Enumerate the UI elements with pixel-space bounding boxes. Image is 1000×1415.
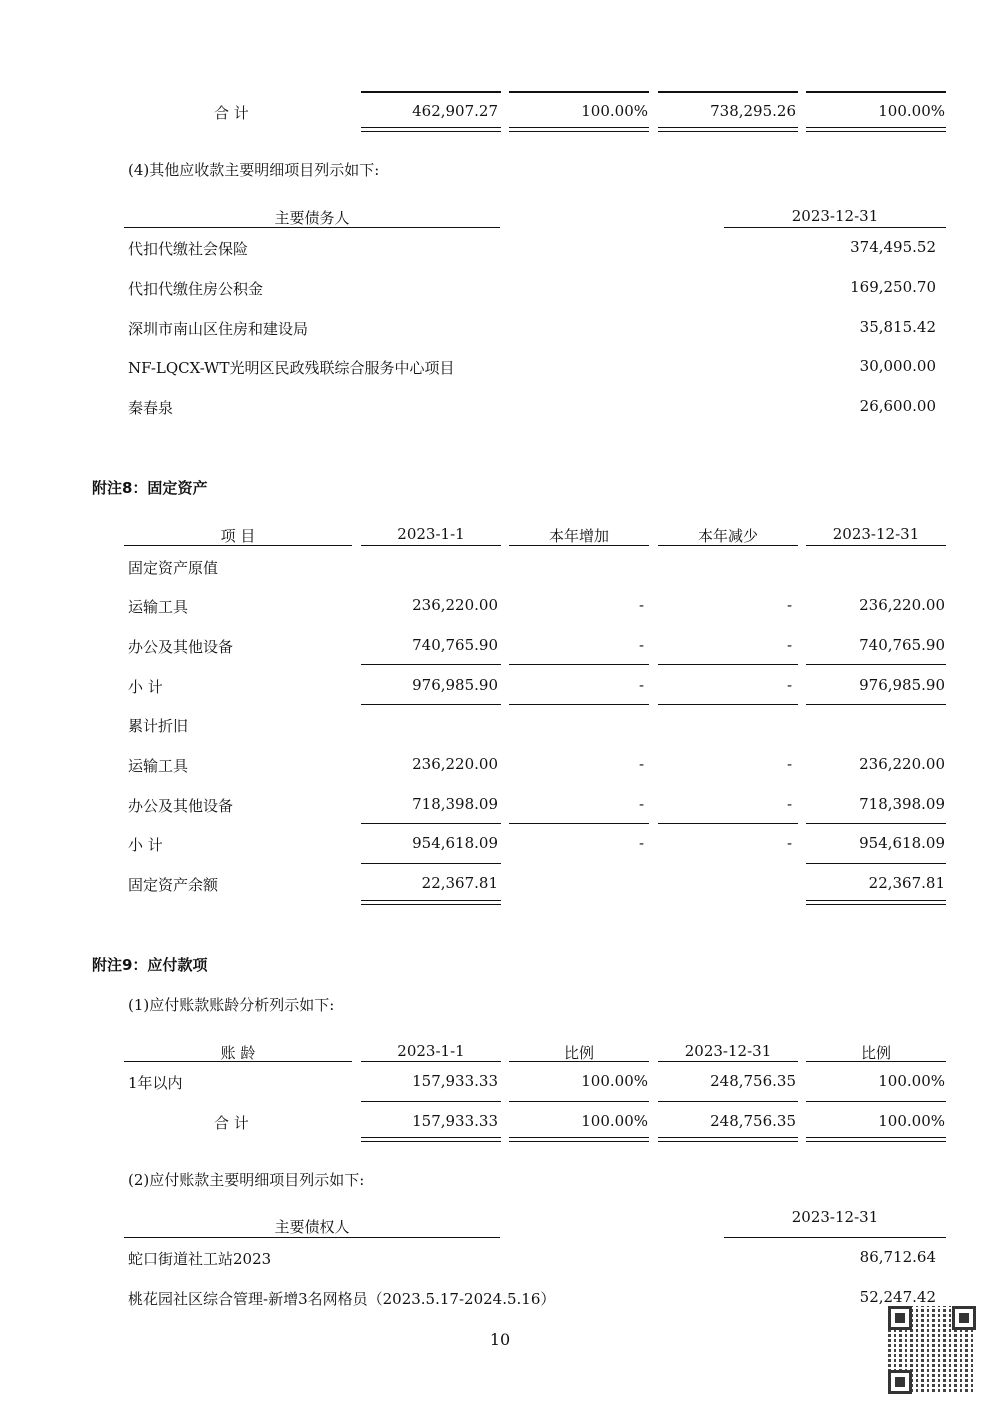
column-header: 2023-12-31 [832,525,920,543]
subtotal-rule [509,1101,649,1102]
header-rule [724,227,946,228]
table-cell: - [787,755,793,773]
list-value: 30,000.00 [859,357,936,375]
total-label: 合 计 [214,1114,249,1132]
column-header: 账 龄 [220,1044,256,1062]
list-value: 52,247.42 [859,1288,936,1306]
subtotal-rule [658,664,798,665]
total-value: 462,907.27 [412,102,498,120]
list-value: 169,250.70 [850,278,936,296]
header-rule [361,1061,501,1062]
list-item: 桃花园社区综合管理-新增3名网格员（2023.5.17-2024.5.16） [128,1290,556,1308]
header-rule [509,545,649,546]
table-cell: 236,220.00 [412,755,498,773]
top-rule [509,91,649,93]
total-value: 248,756.35 [710,1112,796,1130]
table-row-label: 办公及其他设备 [128,638,234,656]
subtotal-rule [509,664,649,665]
list-item: 深圳市南山区住房和建设局 [128,320,309,338]
double-rule [509,1137,649,1142]
list-item: 代扣代缴住房公积金 [128,280,264,298]
subtotal-rule [806,863,946,864]
table-cell: 22,367.81 [868,874,945,892]
header-rule [724,1237,946,1238]
section-title: 附注9：应付款项 [92,956,208,974]
total-value: 738,295.26 [710,102,796,120]
subtotal-rule [806,664,946,665]
subtotal-rule [806,823,946,824]
table-cell: 954,618.09 [859,834,945,852]
table-cell: - [787,676,793,694]
double-rule [806,127,946,132]
table-cell: 976,985.90 [859,676,945,694]
column-header: 2023-12-31 [791,207,879,225]
subtotal-rule [658,1101,798,1102]
table-cell: - [787,596,793,614]
double-rule [361,1137,501,1142]
subtotal-rule [806,704,946,705]
column-header: 主要债务人 [274,209,350,227]
column-header: 项 目 [220,527,256,545]
list-item: 代扣代缴社会保险 [128,240,249,258]
list-item: 蛇口街道社工站2023 [128,1250,272,1268]
table-cell: - [787,834,793,852]
table-row-label: 1年以内 [128,1074,183,1092]
list-item: NF-LQCX-WT光明区民政残联综合服务中心项目 [128,359,455,377]
table-cell: - [639,636,645,654]
table-cell: - [639,755,645,773]
header-rule [124,1237,500,1238]
table-cell: 954,618.09 [412,834,498,852]
table-row-label: 办公及其他设备 [128,797,234,815]
total-value: 157,933.33 [412,1112,498,1130]
list-item: 秦春泉 [128,399,174,417]
header-rule [806,545,946,546]
table-cell: 22,367.81 [421,874,498,892]
table-cell: 248,756.35 [710,1072,796,1090]
table-cell: 100.00% [878,1072,945,1090]
table-row-label: 累计折旧 [128,717,189,735]
header-rule [658,545,798,546]
column-header: 2023-12-31 [684,1042,772,1060]
top-rule [806,91,946,93]
header-rule [658,1061,798,1062]
table-cell: 976,985.90 [412,676,498,694]
table-cell: - [639,676,645,694]
section-heading: (1)应付账款账龄分析列示如下: [128,996,335,1014]
subtotal-rule [361,664,501,665]
double-rule [806,900,946,905]
table-row-label: 小 计 [128,836,163,854]
subtotal-rule [806,1101,946,1102]
header-rule [124,545,352,546]
total-value: 100.00% [878,102,945,120]
top-rule [658,91,798,93]
page-number: 10 [489,1330,511,1349]
total-label: 合 计 [214,104,249,122]
top-rule [361,91,501,93]
section-title: 附注8：固定资产 [92,479,208,497]
table-cell: 740,765.90 [859,636,945,654]
table-cell: - [639,795,645,813]
column-header: 比例 [860,1044,891,1062]
column-header: 2023-1-1 [397,1042,465,1060]
list-value: 374,495.52 [850,238,936,256]
column-header: 比例 [563,1044,594,1062]
subtotal-rule [361,704,501,705]
double-rule [509,127,649,132]
column-header: 本年减少 [697,527,758,545]
subtotal-rule [658,704,798,705]
table-row-label: 运输工具 [128,598,189,616]
double-rule [361,900,501,905]
total-value: 100.00% [581,1112,648,1130]
column-header: 2023-1-1 [397,525,465,543]
header-rule [361,545,501,546]
column-header: 本年增加 [548,527,609,545]
column-header: 2023-12-31 [791,1208,879,1226]
table-cell: 236,220.00 [859,755,945,773]
table-cell: 740,765.90 [412,636,498,654]
subtotal-rule [361,823,501,824]
table-cell: 718,398.09 [859,795,945,813]
total-value: 100.00% [581,102,648,120]
section-heading: (2)应付账款主要明细项目列示如下: [128,1171,365,1189]
table-cell: 236,220.00 [859,596,945,614]
table-cell: - [787,795,793,813]
table-cell: 236,220.00 [412,596,498,614]
subtotal-rule [509,704,649,705]
table-cell: 100.00% [581,1072,648,1090]
subtotal-rule [361,1101,501,1102]
list-value: 35,815.42 [859,318,936,336]
double-rule [806,1137,946,1142]
header-rule [124,227,500,228]
table-row-label: 运输工具 [128,757,189,775]
total-value: 100.00% [878,1112,945,1130]
double-rule [658,127,798,132]
double-rule [658,1137,798,1142]
subtotal-rule [658,823,798,824]
column-header: 主要债权人 [274,1218,350,1236]
table-cell: - [639,596,645,614]
qr-code-icon [888,1306,976,1394]
subtotal-rule [361,863,501,864]
table-cell: - [639,834,645,852]
table-row-label: 固定资产余额 [128,876,219,894]
table-row-label: 固定资产原值 [128,559,219,577]
header-rule [124,1061,352,1062]
table-cell: 718,398.09 [412,795,498,813]
table-cell: - [787,636,793,654]
list-value: 26,600.00 [859,397,936,415]
table-row-label: 小 计 [128,678,163,696]
subtotal-rule [509,823,649,824]
header-rule [806,1061,946,1062]
header-rule [509,1061,649,1062]
double-rule [361,127,501,132]
section-heading: (4)其他应收款主要明细项目列示如下: [128,161,380,179]
list-value: 86,712.64 [859,1248,936,1266]
table-cell: 157,933.33 [412,1072,498,1090]
